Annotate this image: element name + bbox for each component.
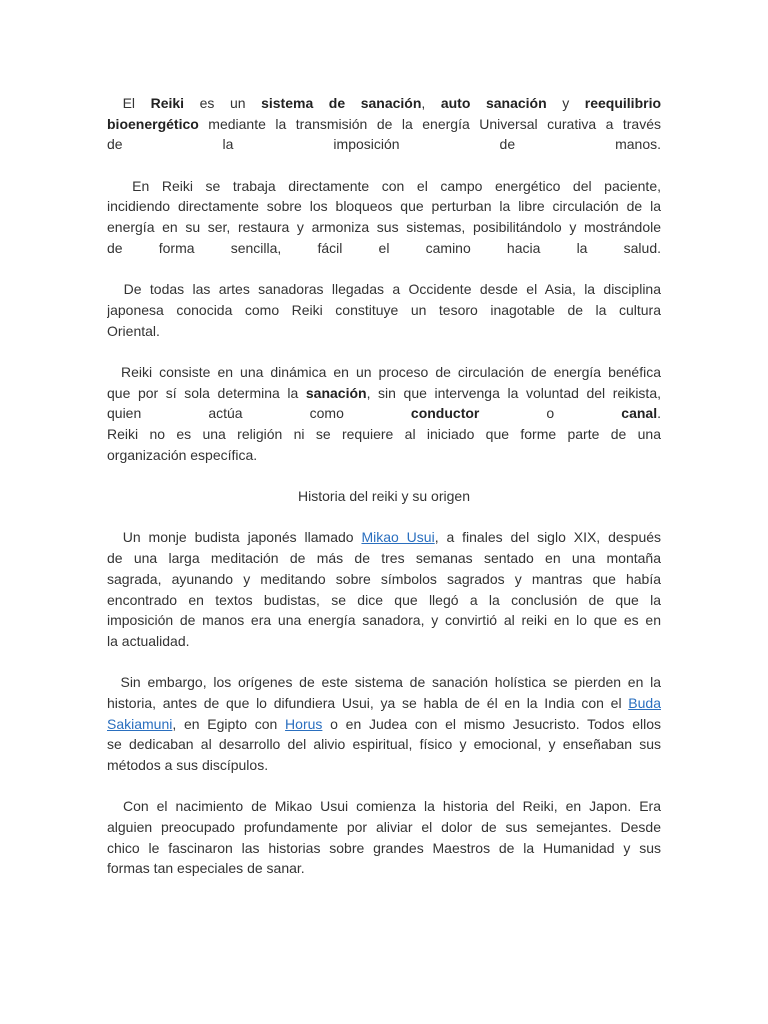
text-line [107, 796, 661, 817]
bold-term-reequilibrio: reequilibrio [584, 95, 661, 111]
text-span: Un monje budista japonés llamado [122, 529, 362, 546]
text-line: organización específica. [107, 446, 258, 463]
text-line [107, 383, 661, 404]
text-line: la actualidad. [107, 632, 190, 649]
bold-term-sanacion: sanación [305, 384, 367, 401]
text-span: y [546, 95, 585, 111]
text-line: japonesa conocida como Reiki constituye un tesoro inagotable de la cultura [107, 301, 661, 318]
text-line: de la imposición de manos. [107, 136, 661, 153]
text-span: que por sí sola determina la [107, 384, 306, 401]
text-span: es un [184, 95, 262, 111]
text-span: historia, antes de que lo difundiera Usui, ya se habla de él en la India con el [107, 694, 629, 711]
text-line: sagrada, ayunando y meditando sobre símbolos sagrados y mantras que había [107, 570, 661, 587]
text-line [107, 672, 661, 693]
text-span: El [122, 95, 151, 111]
text-line: encontrado en textos budistas, se dice que llegó a la conclusión de que la [107, 591, 661, 608]
text-span: Reiki consiste en una dinámica en un proceso de circulación de energía benéfica [121, 363, 661, 380]
text-line [107, 693, 661, 714]
text-line: imposición de manos era una energía sanadora, y convirtió al reiki en lo que es en [107, 612, 661, 629]
text-span: , a finales del siglo XIX, después [434, 529, 661, 546]
text-line: Oriental. [107, 322, 160, 339]
text-span: o en Judea con el mismo Jesucristo. Todos ellos [322, 715, 661, 732]
link-mikao-usui[interactable]: Mikao Usui [361, 529, 435, 546]
bold-term-sistema: sistema de sanación [261, 95, 422, 111]
text-line [107, 93, 661, 114]
link-buda-sakiamuni-continued[interactable]: Sakiamuni [107, 715, 173, 732]
bold-term-conductor: conductor [410, 405, 480, 422]
text-line [107, 527, 661, 548]
paragraph-mikao-usui [107, 527, 661, 651]
text-span: Sin embargo, los orígenes de este sistema de sanación holística se pierden en la [120, 674, 661, 691]
text-span: , [421, 95, 441, 111]
text-span: . [657, 405, 661, 422]
text-line: chico le fascinaron las historias sobre grandes Maestros de la Humanidad y sus [107, 839, 661, 856]
paragraph-reiki-practice [107, 176, 661, 259]
text-line: energía en su ser, restaura y armoniza sus sistemas, posibilitándolo y mostrándole [107, 219, 661, 236]
text-line [107, 176, 661, 197]
text-line [107, 114, 661, 135]
paragraph-reiki-dynamics [107, 362, 661, 465]
bold-term-canal: canal [621, 405, 658, 422]
text-span: En Reiki se trabaja directamente con el campo energético del paciente, [132, 177, 661, 194]
link-horus[interactable]: Horus [285, 715, 323, 732]
text-span: , en Egipto con [172, 715, 286, 732]
bold-term-bioenergetico: bioenergético [107, 115, 199, 132]
text-line: incidiendo directamente sobre los bloqueos que perturban la libre circulación de la [107, 198, 661, 215]
text-line: de forma sencilla, fácil el camino hacia la salud. [107, 239, 661, 256]
text-line: se dedicaban al desarrollo del alivio espiritual, físico y emocional, y enseñaban sus [107, 736, 661, 753]
text-line [107, 714, 661, 735]
section-heading: Historia del reiki y su origen [298, 488, 470, 505]
paragraph-usui-history [107, 796, 661, 879]
bold-term-reiki: Reiki [150, 95, 185, 111]
paragraph-origins [107, 672, 661, 775]
text-span: mediante la transmisión de la energía Universal curativa a través [198, 115, 661, 132]
text-line: de una larga meditación de más de tres semanas sentado en una montaña [107, 550, 661, 567]
document-page [107, 93, 661, 879]
text-line: métodos a sus discípulos. [107, 757, 269, 773]
text-line: alguien preocupado profundamente por aliviar el dolor de sus semejantes. Desde [107, 819, 661, 836]
bold-term-auto-sanacion: auto sanación [440, 95, 547, 111]
text-line [107, 362, 661, 383]
text-span: , sin que intervenga la voluntad del reikista, [366, 384, 661, 401]
link-buda-sakiamuni[interactable]: Buda [628, 694, 661, 711]
text-span: De todas las artes sanadoras llegadas a Occidente desde el Asia, la disciplina [123, 281, 661, 298]
text-span: o [479, 405, 622, 422]
text-line: Reiki no es una religión ni se requiere al iniciado que forme parte de una [107, 426, 661, 442]
text-line: formas tan especiales de sanar. [107, 860, 305, 877]
text-line [107, 403, 661, 424]
text-line [107, 279, 661, 300]
text-span: Con el nacimiento de Mikao Usui comienza la historia del Reiki, en Japon. Era [122, 798, 661, 815]
text-span: quien actúa como [107, 405, 411, 422]
paragraph-reiki-definition [107, 93, 661, 155]
paragraph-reiki-orient [107, 279, 661, 341]
